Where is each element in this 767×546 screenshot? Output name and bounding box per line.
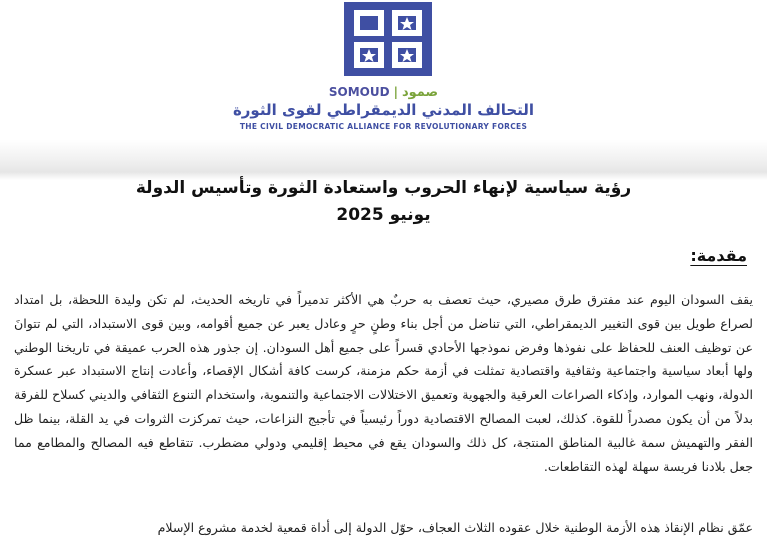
header-divider (0, 140, 767, 180)
document-date: يونيو 2025 (336, 205, 431, 225)
paragraph: عمّق نظام الإنقاذ هذه الأزمة الوطنية خلال عقوده الثلاث العجاف، حوّل الدولة إلى أداة قمعية لخدمة مشروع الإسلام (157, 520, 753, 535)
alliance-title-arabic: التحالف المدني الديمقراطي لقوى الثورة (232, 101, 535, 119)
section-heading: مقدمة: (690, 246, 747, 265)
brand-separator: | (393, 85, 398, 99)
brand-name-latin: SOMOUD (328, 85, 390, 99)
somoud-star-logo-icon (340, 0, 436, 80)
brand-name-arabic: صمود (401, 85, 439, 100)
brand-name (0, 85, 767, 100)
document-title: رؤية سياسية لإنهاء الحروب واستعادة الثورة وتأسيس الدولة (135, 178, 632, 198)
paragraph: يقف السودان اليوم عند مفترق طرق مصيري، حيث تعصف به حربٌ هي الأكثر تدميراً في تاريخه الحديث، لم تكن وليدة اللحظة، بل امتداد لصراع طويل بين قوى التغيير الديمقراطي، التي تناضل من أجل بناء وطنٍ حرٍ وعادل يعبر عن جميع أقوامه، وبين قوى الاستبداد، التي لم تتوانَ عن توظيف العنف للحفاظ على نفوذها وفرض نموذجها الأحادي قسراً على جميع أهل السودان. إن جذور هذه الحرب عميقة في تاريخنا الوطني ولها أبعاد سياسية واجتماعية وثقافية واقتصادية تمثلت في أزمة حكم مزمنة، كرست كافة أشكال الإقصاء، وأعادت إنتاج الاستبداد عبر عسكرة الدولة، ونهب الموارد، وإذكاء الصراعات العرقية والجهوية وتعميق الاختلالات الاجتماعية والتنموية، واستخدام التنوع الثقافي والديني كسلاح للفرقة بدلاً من أن يكون مصدراً للقوة. كذلك، لعبت المصالح الاقتصادية دوراً رئيسياً في تأجيج النزاعات، حيث تمركزت الثروات في يد القلة، بينما ظل الفقر والتهميش سمة غالبية المناطق المنتجة، كل ذلك والسودان يقع في محيط إقليمي ودولي مضطرب. تتقاطع فيه المصالح والمطامع مما جعل بلادنا فريسة سهلة لهذه التقاطعات. (13, 292, 753, 474)
alliance-title-english: THE CIVIL DEMOCRATIC ALLIANCE FOR REVOLUTIONARY FORCES (239, 122, 528, 131)
